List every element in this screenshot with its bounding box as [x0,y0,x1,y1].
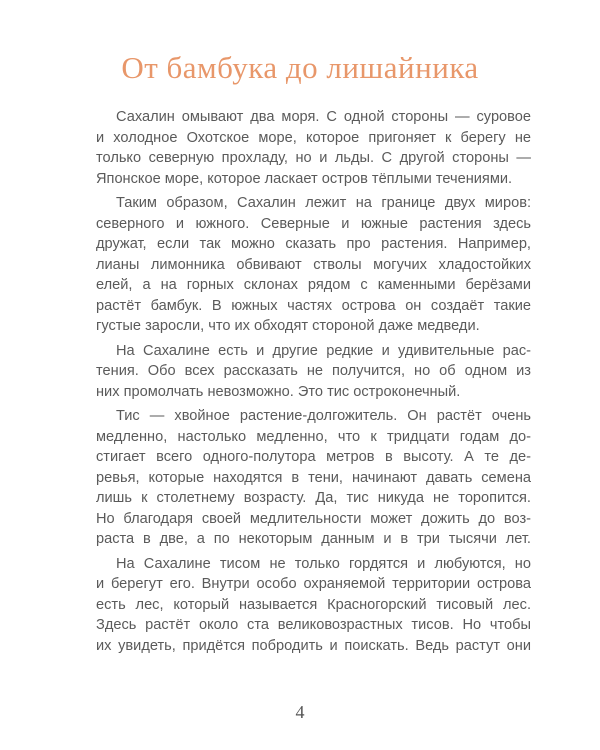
text-line: только северную прохладу, но и льды. С другой стороны — [96,150,531,166]
page-number: 4 [295,702,305,722]
text-line: них промолчать невозможно. Это тис остроконечный. [96,383,461,400]
text-line: растёт бамбук. В южных частях острова он создаёт такие [96,297,531,314]
text-line: Сахалин омывают два моря. С одной стороны — суровое [116,109,531,125]
text-line: На Сахалине есть и другие редкие и удивительные рас- [116,342,531,359]
text-line: их увидеть, придётся побродить и поискать. Ведь растут они [96,637,531,654]
paragraph [96,554,531,657]
paragraph [96,341,531,403]
text-line: раста в две, а по некоторым данным и в три тысячи лет. [96,531,531,547]
text-line: елей, а на горных склонах рядом с каменными берёзами [96,277,531,293]
text-line: Таким образом, Сахалин лежит на границе двух миров: [116,195,531,211]
text-line: Здесь растёт около ста великовозрастных тисов. Но чтобы [96,617,531,633]
text-line: медленно, настолько медленно, что к тридцати годам до- [96,428,531,445]
text-line: лианы лимонника обвивают стволы могучих хладостойких [96,256,531,273]
text-line: северного и южного. Северные и южные растения здесь [96,215,531,232]
text-line: и холодное Охотское море, которое пригоняет к берегу не [96,129,531,146]
paragraph [96,107,531,189]
body-text [96,107,531,660]
text-line: Тис — хвойное растение-долгожитель. Он растёт очень [116,408,531,424]
paragraph [96,193,531,337]
text-line: стигает всего одного-полутора метров в высоту. А те де- [96,449,531,465]
text-line: лишь к столетнему возрасту. Да, тис никуда не торопится. [96,490,531,506]
text-line: Японское море, которое ласкает остров тёплыми течениями. [96,170,513,187]
text-line: Но благодаря своей медлительности может дожить до воз- [96,510,531,527]
text-line: ревья, которые находятся в тени, начинают давать семена [96,469,531,486]
text-line: и берегут его. Внутри особо охраняемой территории острова [96,576,531,592]
text-line: густые заросли, что их обходят стороной даже медведи. [96,318,480,334]
paragraph [96,406,531,550]
page-title: От бамбука до лишайника [121,50,479,85]
text-line: есть лес, который называется Красногорский тисовый лес. [96,596,531,613]
text-line: дружат, если так можно сказать про растения. Например, [96,236,531,252]
text-line: тения. Обо всех рассказать не получится, но об одном из [96,363,531,379]
text-line: На Сахалине тисом не только гордятся и любуются, но [116,555,531,572]
